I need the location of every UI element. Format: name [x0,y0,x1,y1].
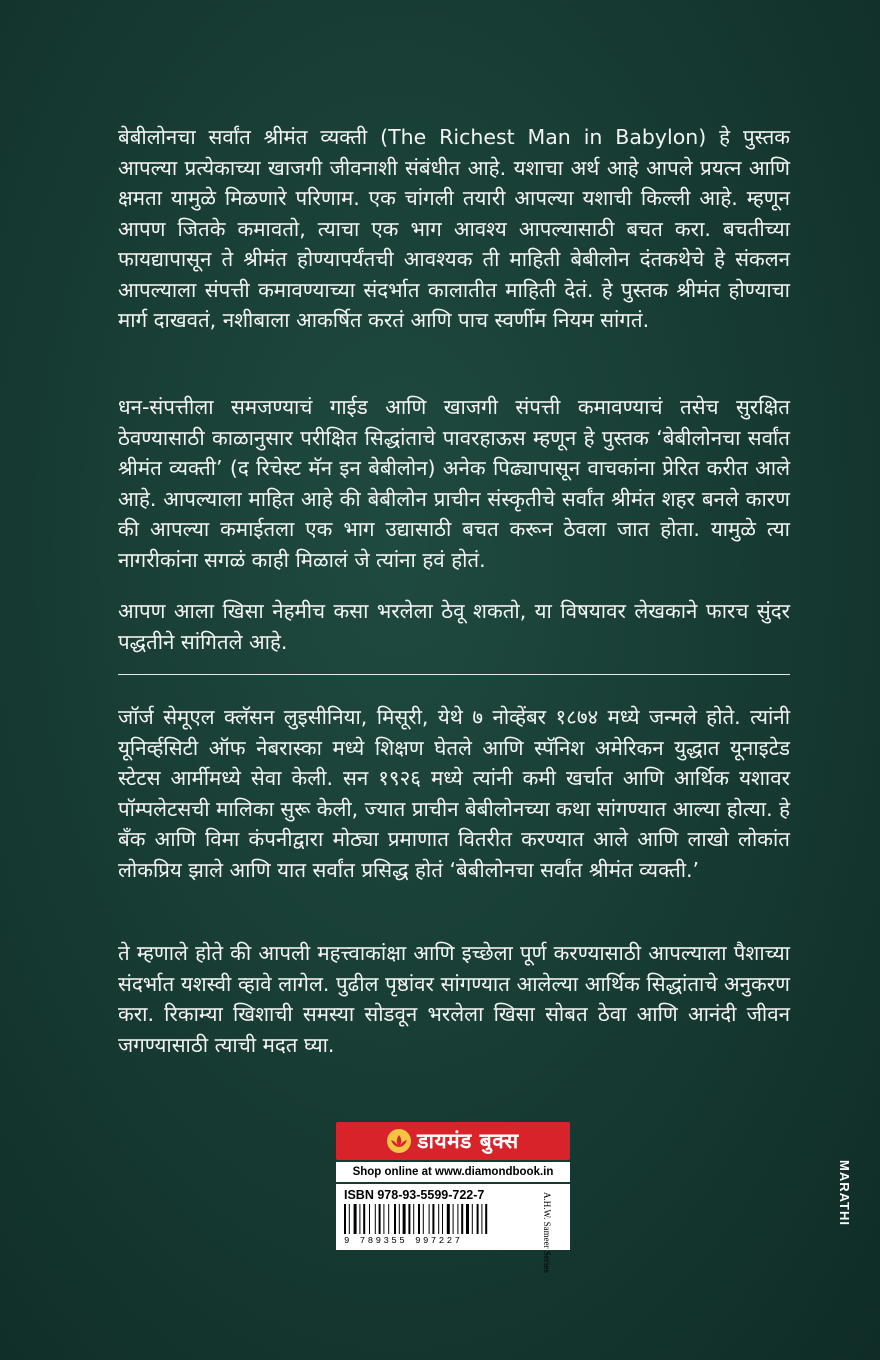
barcode-digits: 9 789355 997227 [344,1236,463,1246]
publisher-box [336,1122,570,1273]
author-bio-paragraph: जॉर्ज सेमूएल क्लॅसन लुइसीनिया, मिसूरी, येथे ७ नोव्हेंबर १८७४ मध्ये जन्मले होते. त्यांनी यूनिर्व्हसिटी ऑफ नेबरास्का मध्ये शिक्षण घेतले आणि स्पॅनिश अमेरिकन युद्धात यूनाइटेड स्टेटस आर्मीमध्ये सेवा केली. सन १९२६ मध्ये त्यांनी कमी खर्चात आणि आर्थिक यशावर पॉम्पलेटसची मालिका सुरू केली, ज्यात प्राचीन बेबीलोनच्या कथा सांगण्यात आल्या होत्या. हे बँक आणि विमा कंपनीद्वारा मोठ्या प्रमाणात वितरीत करण्यात आले आणि लाखो लोकांत लोकप्रिय झाले आणि यात सर्वांत प्रसिद्ध होतं ‘बेबीलोनचा सर्वांत श्रीमंत व्यक्ती.’ [118,705,790,882]
blurb-paragraph-3: आपण आला खिसा नेहमीच कसा भरलेला ठेवू शकतो, या विषयावर लेखकाने फारच सुंदर पद्धतीने सांगितले आहे. [118,599,790,654]
language-label: MARATHI [837,1160,852,1226]
publisher-name: डायमंड बुक्स [417,1129,519,1153]
section-divider [118,674,790,675]
blurb-paragraph-2: धन-संपत्तीला समजण्याचं गाईड आणि खाजगी संपत्ती कमावण्याचं तसेच सुरक्षित ठेवण्यासाठी काळानुसार परीक्षित सिद्धांताचे पावरहाऊस म्हणून हे पुस्तक ‘बेबीलोनचा सर्वांत श्रीमंत व्यक्ती’ (द रिचेस्ट मॅन इन बेबीलोन) अनेक पिढ्यापासून वाचकांना प्रेरित करीत आले आहे. आपल्याला माहित आहे की बेबीलोन प्राचीन संस्कृतीचे सर्वांत श्रीमंत शहर बनले कारण की आपल्या कमाईतला एक भाग उद्यासाठी बचत करून ठेवला जात होता. यामुळे त्या नागरीकांना सगळं काही मिळालं जे त्यांना हवं होतं. [118,395,790,572]
publisher-logo [336,1122,570,1160]
series-label: A.H.W. Sameer Series [542,1192,552,1273]
closing-paragraph: ते म्हणाले होते की आपली महत्त्वाकांक्षा आणि इच्छेला पूर्ण करण्यासाठी आपल्याला पैशाच्या संदर्भात यशस्वी व्हावे लागेल. पुढील पृष्ठांवर सांगण्यात आलेल्या आर्थिक सिद्धांताचे अनुकरण करा. रिकाम्या खिशाची समस्या सोडवून भरलेला खिसा सोबत ठेवा आणि आनंदी जीवन जगण्यासाठी त्याची मदत घ्या. [118,941,790,1057]
isbn-number: ISBN 978-93-5599-722-7 [344,1188,485,1202]
barcode-graphic [344,1204,520,1236]
shop-online-text: Shop online at www.diamondbook.in [336,1162,570,1182]
blurb-paragraph-1: बेबीलोनचा सर्वांत श्रीमंत व्यक्ती (The Richest Man in Babylon) हे पुस्तक आपल्या प्रत्येकाच्या खाजगी जीवनाशी संबंधीत आहे. यशाचा अर्थ आहे आपले प्रयत्न आणि क्षमता यामुळे मिळणारे परिणाम. एक चांगली तयारी आपल्या यशाची किल्ली आहे. म्हणून आपण जितके कमावतो, त्याचा एक भाग आवश्य आपल्यासाठी बचत करा. बचतीच्या फायद्यापासून ते श्रीमंत होण्यापर्यंतची आवश्यक ती माहिती बेबीलोन दंतकथेचे हे संकलन आपल्याला संपत्ती कमावण्याच्या संदर्भात कालातीत माहिती देतं. हे पुस्तक श्रीमंत होण्याचा मार्ग दाखवतं, नशीबाला आकर्षित करतं आणि पाच स्वर्णीम नियम सांगतं. [118,125,790,332]
barcode-card [336,1184,570,1273]
lotus-icon [387,1129,411,1153]
